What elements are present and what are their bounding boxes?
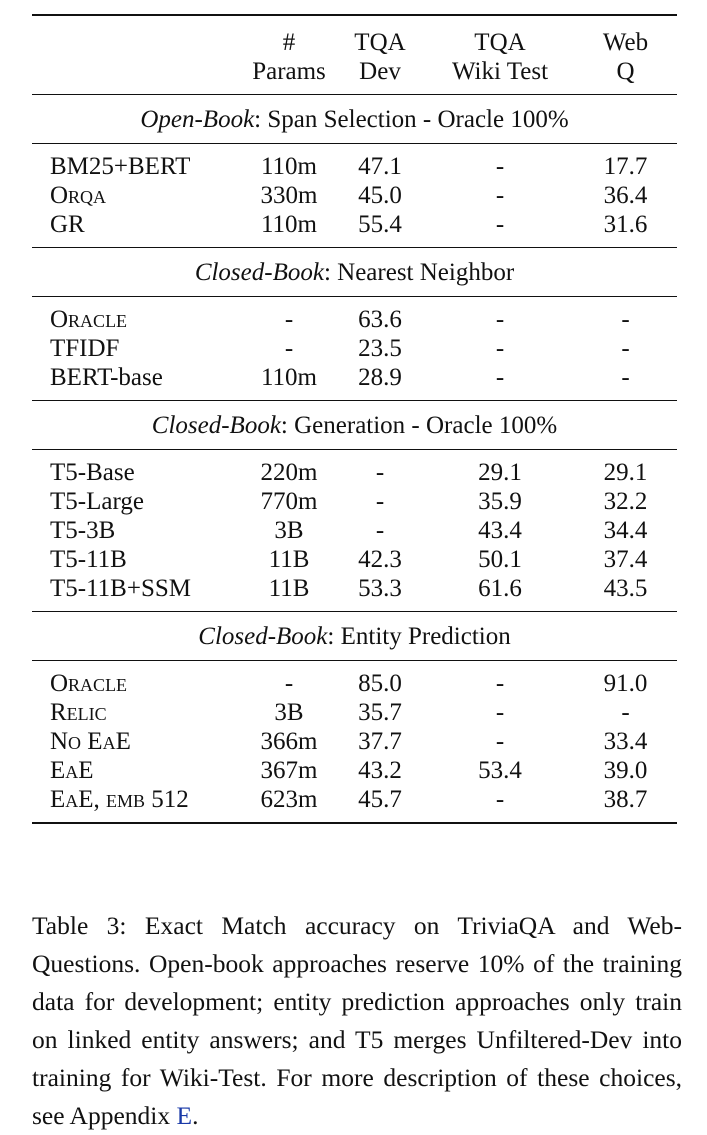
cell-webq: 91.0 [603,670,648,697]
cell-params: 11B [268,575,310,602]
cell-tqa-dev: 43.2 [358,757,402,784]
cell-params: 623m [260,786,318,813]
cell-tqa-dev: 47.1 [358,153,402,180]
header-params [244,15,334,95]
cell-params: - [284,306,294,333]
cell-model: Relic [50,699,107,726]
section-title-italic: Open-Book [140,106,255,133]
table-row [32,661,677,699]
caption-text: Table 3: Exact Match accuracy on TriviaQA and Web-Questions. Open-book approaches reserve 10% of the training data for development; entity prediction approaches only train on linked entity answers; and T5 merges Unfiltered-Dev into training for Wiki-Test. For more description of these choices, see Appendix [32,910,682,1130]
cell-params: - [284,670,294,697]
cell-tqa-dev: 37.7 [358,728,402,755]
cell-tqa-wiki: - [495,364,505,391]
cell-webq: - [621,306,630,333]
cell-params: 11B [268,546,310,573]
cell-tqa-wiki: 43.4 [478,517,522,544]
cell-tqa-wiki: - [495,699,505,726]
cell-tqa-dev: 35.7 [358,699,402,726]
table-row [32,545,677,574]
cell-model: T5-3B [50,517,116,544]
cell-webq: 34.4 [603,517,648,544]
appendix-link[interactable]: E [176,1100,193,1130]
table-caption [32,907,682,1135]
section-title-rest: : Generation - Oracle 100% [280,412,558,439]
section-title-rest: : Span Selection - Oracle 100% [254,106,569,133]
cell-params: 366m [260,728,318,755]
cell-tqa-wiki: - [495,153,505,180]
table-row [32,210,677,248]
cell-params: 220m [260,459,318,486]
cell-model: T5-11B+SSM [50,575,191,602]
cell-tqa-wiki: 35.9 [478,488,522,515]
section-title [32,248,677,297]
cell-webq: 43.5 [603,575,648,602]
header-webq-line2: Q [616,58,635,85]
cell-params: 110m [260,364,318,391]
table-row [32,144,677,182]
header-tqa-wiki-line2: Wiki Test [451,58,549,85]
cell-model: Oracle [50,306,128,333]
header-tqa-wiki-line1: TQA [474,29,526,56]
cell-model: T5-Large [50,488,144,515]
table-row [32,297,677,335]
cell-tqa-wiki: - [495,211,505,238]
cell-webq: 29.1 [603,459,648,486]
cell-tqa-dev: - [375,488,385,515]
cell-params: 3B [274,517,304,544]
cell-model: No EaE [50,728,131,755]
cell-tqa-wiki: 50.1 [478,546,522,573]
cell-tqa-wiki: - [495,306,505,333]
cell-webq: - [621,699,630,726]
cell-tqa-dev: - [375,459,385,486]
table-row [32,785,677,823]
section-title [32,95,677,144]
table-row [32,334,677,363]
table-row [32,450,677,488]
cell-webq: 36.4 [603,182,648,209]
table-row [32,727,677,756]
cell-tqa-dev: 55.4 [358,211,402,238]
cell-model: T5-11B [50,546,127,573]
cell-webq: 37.4 [603,546,648,573]
cell-tqa-dev: 42.3 [358,546,402,573]
cell-tqa-dev: 63.6 [358,306,402,333]
cell-tqa-dev: - [375,517,385,544]
section-header [32,248,677,297]
header-model [32,15,244,95]
section-title [32,401,677,450]
header-tqa-wiki [426,15,574,95]
header-tqa-dev [334,15,426,95]
results-table-container [32,14,677,824]
cell-model: EaE [50,757,94,784]
cell-model: BM25+BERT [50,153,191,180]
section-header [32,95,677,144]
cell-params: 330m [260,182,318,209]
cell-tqa-dev: 45.7 [358,786,402,813]
cell-tqa-dev: 45.0 [358,182,402,209]
section-header [32,612,677,661]
header-row [32,15,677,95]
cell-tqa-wiki: 29.1 [478,459,522,486]
cell-params: 367m [260,757,318,784]
cell-tqa-dev: 23.5 [358,335,402,362]
section-title [32,612,677,661]
cell-model: T5-Base [50,459,135,486]
table-row [32,487,677,516]
cell-params: 110m [260,211,318,238]
cell-webq: 32.2 [603,488,648,515]
section-header [32,401,677,450]
cell-tqa-wiki: 53.4 [478,757,522,784]
cell-webq: - [621,364,630,391]
section-title-italic: Closed-Book [194,259,324,286]
table-row [32,698,677,727]
table-row [32,181,677,210]
cell-tqa-dev: 28.9 [358,364,402,391]
table-row [32,574,677,612]
caption-end: . [192,1100,199,1130]
cell-model: EaE, emb 512 [50,786,189,813]
cell-tqa-wiki: - [495,335,505,362]
cell-webq: 38.7 [603,786,648,813]
cell-tqa-wiki: - [495,786,505,813]
cell-params: 770m [260,488,318,515]
cell-tqa-wiki: - [495,182,505,209]
header-params-line1: # [282,29,296,56]
cell-webq: 33.4 [603,728,648,755]
cell-tqa-wiki: - [495,728,505,755]
section-title-italic: Closed-Book [198,623,328,650]
table-body [32,95,677,824]
cell-model: Oracle [50,670,128,697]
cell-params: - [284,335,294,362]
table-row [32,363,677,401]
cell-webq: 17.7 [603,153,648,180]
cell-tqa-wiki: - [495,670,505,697]
section-title-rest: : Entity Prediction [327,623,511,650]
cell-webq: 39.0 [603,757,648,784]
table-row [32,516,677,545]
header-tqa-dev-line2: Dev [359,58,401,85]
cell-tqa-dev: 85.0 [358,670,402,697]
cell-model: TFIDF [50,335,120,362]
cell-params: 3B [274,699,304,726]
cell-tqa-wiki: 61.6 [478,575,522,602]
cell-model: BERT-base [50,364,163,391]
table-header [32,15,677,95]
table-row [32,756,677,785]
section-title-rest: : Nearest Neighbor [323,259,515,286]
cell-params: 110m [260,153,318,180]
header-webq-line1: Web [602,29,649,56]
results-table [32,14,677,824]
header-webq [574,15,677,95]
cell-model: Orqa [50,182,107,209]
header-params-line2: Params [252,58,326,85]
section-title-italic: Closed-Book [151,412,281,439]
cell-tqa-dev: 53.3 [358,575,402,602]
cell-model: GR [50,211,85,238]
header-tqa-dev-line1: TQA [354,29,406,56]
cell-webq: 31.6 [603,211,648,238]
cell-webq: - [621,335,630,362]
